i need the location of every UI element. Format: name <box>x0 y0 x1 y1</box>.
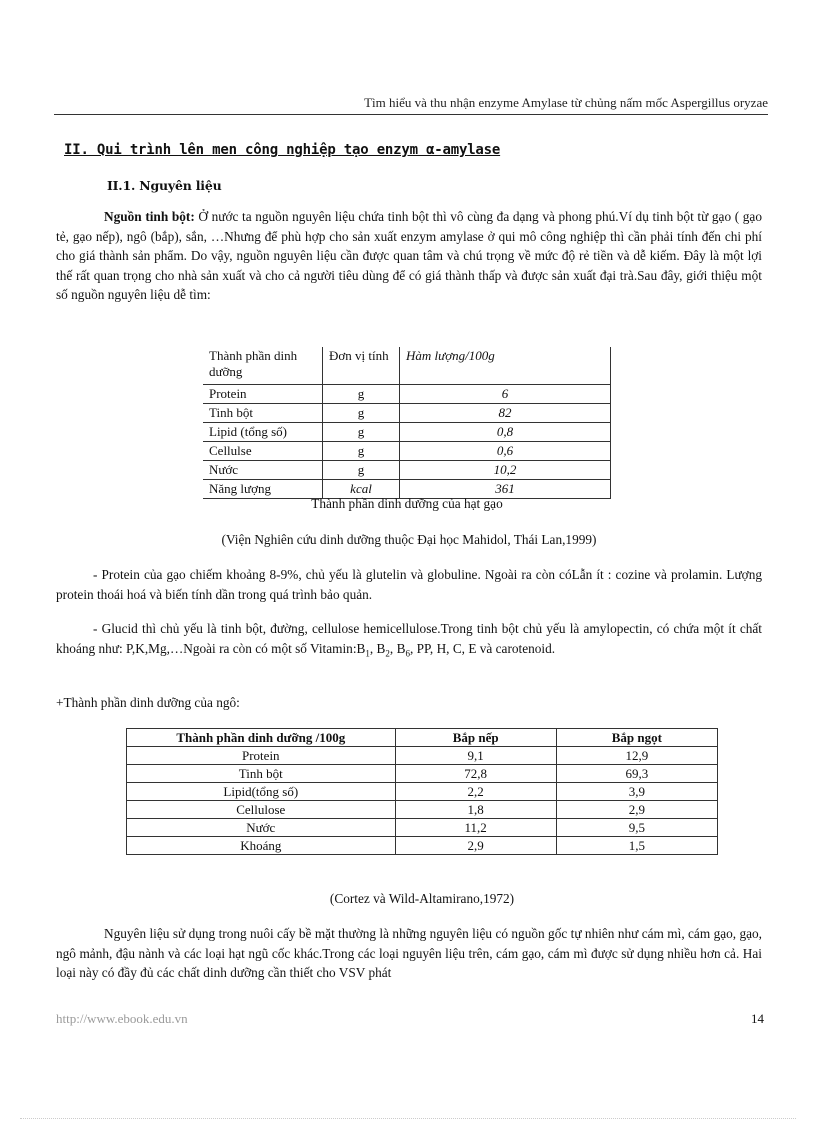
header-cell: Thành phần dinh dưỡng <box>203 347 323 385</box>
closing-paragraph: Nguyên liệu sử dụng trong nuôi cấy bề mặt thường là những nguyên liệu có nguồn gốc tự nhiên như cám mì, cám gạo, gạo, ngô mảnh, đậu nành và các loại hạt ngũ cốc khác.Trong các loại nguyên liệu trên, cám gạo, cám mì được sử dụng nhiều hơn cả. Hai loại này có đầy đủ các chất dinh dưỡng cần thiết cho VSV phát <box>56 926 762 981</box>
table-cell: Lipid (tổng số) <box>203 423 323 442</box>
table-row <box>127 801 718 819</box>
table-row <box>127 747 718 765</box>
protein-paragraph: - Protein của gạo chiếm khoảng 8-9%, chủ yếu là glutelin và globuline. Ngoài ra còn cóLẫn ít : cozine và prolamin. Lượng protein thoái hoá và biến tính dần trong quá trình bảo quản. <box>56 567 762 602</box>
table-cell: 3,9 <box>556 783 717 801</box>
table-cell: Năng lượng <box>203 480 323 499</box>
table-header-row <box>127 729 718 747</box>
table-cell: g <box>323 423 400 442</box>
table-cell: 2,9 <box>556 801 717 819</box>
section-title: II. Qui trình lên men công nghiệp tạo enzym α-amylase <box>64 142 501 158</box>
table-cell: g <box>323 404 400 423</box>
page-number: 14 <box>751 1011 764 1026</box>
table-cell: 9,5 <box>556 819 717 837</box>
header-cell: Bắp ngọt <box>556 729 717 747</box>
rice-table-source: (Viện Nghiên cứu dinh dưỡng thuộc Đại học Mahidol, Thái Lan,1999) <box>221 532 597 547</box>
table-row <box>203 385 611 404</box>
table-cell: Tinh bột <box>203 404 323 423</box>
rice-table-caption: Thành phần dinh dưỡng của hạt gạo <box>311 496 503 511</box>
table-cell: 12,9 <box>556 747 717 765</box>
table-cell: Nước <box>127 819 396 837</box>
table-cell: 2,2 <box>395 783 556 801</box>
running-header: Tìm hiểu và thu nhận enzyme Amylase từ chủng nấm mốc Aspergillus oryzae <box>364 95 768 110</box>
corn-nutrition-table <box>126 728 718 855</box>
header-cell: Hàm lượng/100g <box>400 347 611 385</box>
intro-paragraph <box>56 207 762 305</box>
intro-lead: Nguồn tinh bột: <box>104 209 195 224</box>
header-cell: Đơn vị tính <box>323 347 400 385</box>
table-cell: Protein <box>127 747 396 765</box>
table-cell: 69,3 <box>556 765 717 783</box>
corn-table-source: (Cortez và Wild-Altamirano,1972) <box>329 891 515 906</box>
table-row <box>203 461 611 480</box>
header-cell: Thành phần dinh dưỡng /100g <box>127 729 396 747</box>
table-cell: 6 <box>400 385 611 404</box>
glucid-paragraph: - Glucid thì chủ yếu là tinh bột, đường, cellulose hemicellulose.Trong tinh bột chủ yếu là amylopectin, có chứa một ít chất khoáng như: P,K,Mg,…Ngoài ra còn có một số $Vitamin:B_1$, $B_2$, $B_6$, PP, H, C, E và carotenoid. <box>56 621 762 659</box>
table-cell: 0,8 <box>400 423 611 442</box>
table-cell: 11,2 <box>395 819 556 837</box>
table-cell: 10,2 <box>400 461 611 480</box>
table-cell: g <box>323 442 400 461</box>
table-cell: g <box>323 461 400 480</box>
footer-url[interactable]: http://www.ebook.edu.vn <box>56 1011 188 1026</box>
table-row <box>203 404 611 423</box>
table-cell: Cellulse <box>203 442 323 461</box>
table-cell: 1,8 <box>395 801 556 819</box>
footer-divider <box>20 1118 796 1119</box>
header-rule <box>54 114 768 115</box>
table-cell: Tinh bột <box>127 765 396 783</box>
table-header-row <box>203 347 611 385</box>
intro-text: Ở nước ta nguồn nguyên liệu chứa tinh bột thì vô cùng đa dạng và phong phú.Ví dụ tinh bột từ gạo ( gạo tẻ, gạo nếp), ngô (bắp), sắn, …Nhưng để phù hợp cho sản xuất enzym amylase ở qui mô công nghiệp thì cần phải tính đến chi phí cho giá thành sản phẩm. Do vậy, nguồn nguyên liệu cần được quan tâm và chú trọng về mức độ rẻ tiền và dễ kiếm. Đây là một lợi thế rất quan trọng cho nhà sản xuất và cho cả người tiêu dùng để có giá thành thấp và được sản xuất đại trà.Sau đây, giới thiệu một số nguồn nguyên liệu dễ tìm: <box>56 209 762 303</box>
table-row <box>127 765 718 783</box>
table-cell: Protein <box>203 385 323 404</box>
table-row <box>127 837 718 855</box>
table-cell: 0,6 <box>400 442 611 461</box>
subsection-title: II.1. Nguyên liệu <box>107 178 222 193</box>
table-row <box>203 423 611 442</box>
table-row <box>127 819 718 837</box>
table-cell: Lipid(tổng số) <box>127 783 396 801</box>
header-cell: Bắp nếp <box>395 729 556 747</box>
table-cell: Cellulose <box>127 801 396 819</box>
rice-nutrition-table <box>203 347 611 499</box>
table-row <box>127 783 718 801</box>
table-cell: g <box>323 385 400 404</box>
table-cell: 2,9 <box>395 837 556 855</box>
table-cell: 361 <box>400 480 611 499</box>
table-cell: 1,5 <box>556 837 717 855</box>
table-cell: 9,1 <box>395 747 556 765</box>
table-cell: 72,8 <box>395 765 556 783</box>
table-row <box>203 442 611 461</box>
corn-intro: +Thành phần dinh dưỡng của ngô: <box>56 695 240 710</box>
table-cell: 82 <box>400 404 611 423</box>
table-cell: kcal <box>323 480 400 499</box>
table-cell: Nước <box>203 461 323 480</box>
table-cell: Khoáng <box>127 837 396 855</box>
